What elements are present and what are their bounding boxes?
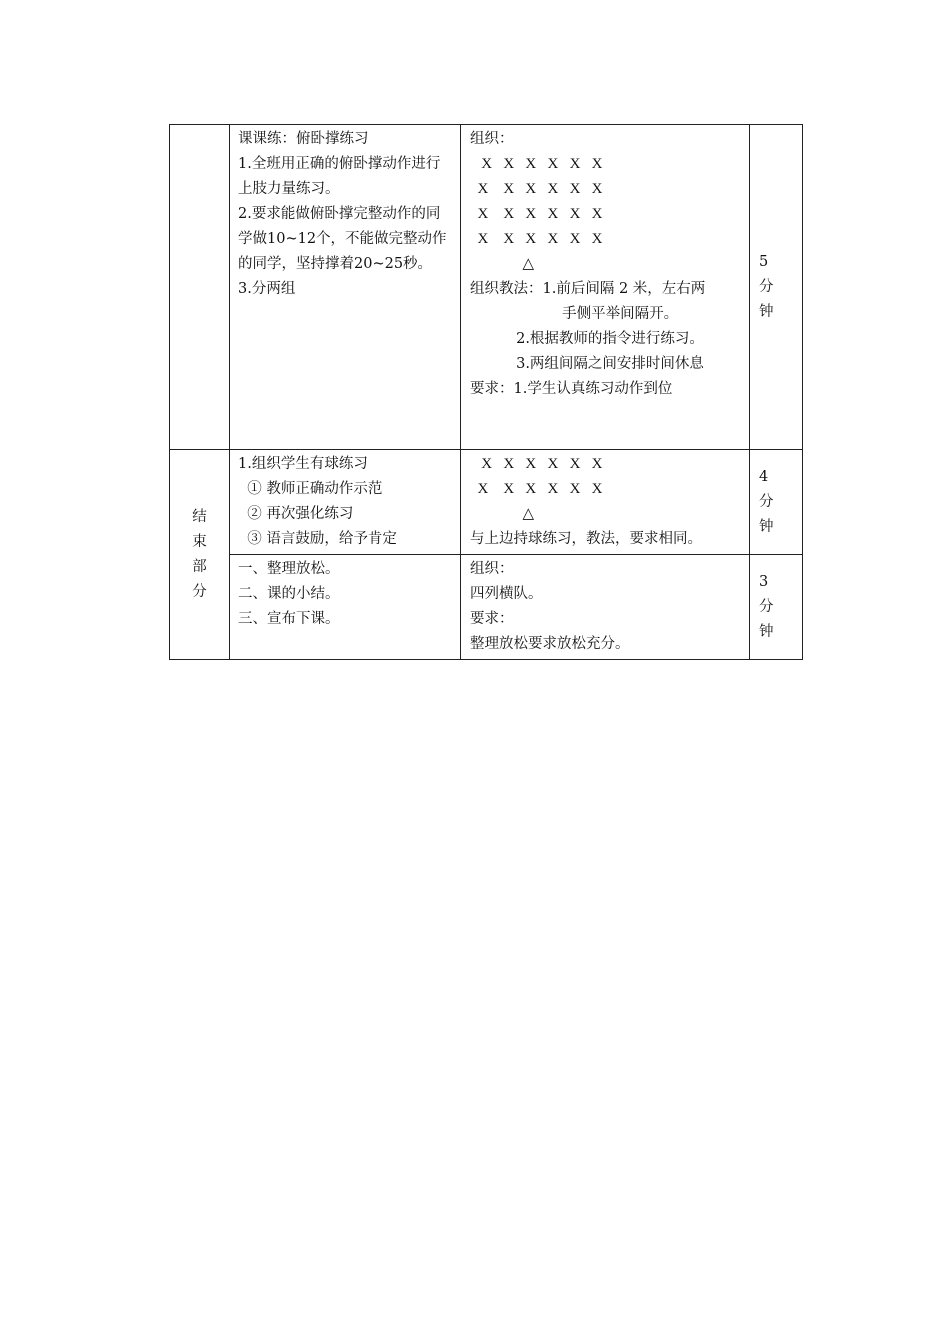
- time-value: 3: [759, 573, 769, 590]
- content-line: ③ 语言鼓励，给予肯定: [238, 531, 397, 547]
- section-char: 结: [192, 508, 207, 525]
- content-line: ① 教师正确动作示范: [238, 481, 383, 497]
- time-unit: 钟: [759, 303, 774, 320]
- content-cell: [230, 450, 461, 555]
- content-line: 3.分两组: [238, 281, 296, 297]
- section-label-cell: [170, 450, 230, 660]
- content-line: 1.全班用正确的俯卧撑动作进行上肢力量练习。: [238, 156, 441, 197]
- section-char: 束: [192, 533, 207, 550]
- method-line: 组织教法：1.前后间隔 2 米，左右两: [470, 281, 706, 297]
- section-cell-empty: [170, 125, 230, 450]
- org-line: 四列横队。: [470, 586, 543, 602]
- time-value: 4: [759, 468, 769, 485]
- org-line: 组织：: [470, 561, 514, 577]
- time-unit: 分: [759, 278, 774, 295]
- method-line: 3.两组间隔之间安排时间休息: [470, 356, 704, 372]
- content-line: 二、课的小结。: [238, 586, 340, 602]
- content-line: 2.要求能做俯卧撑完整动作的同学做10~12个，不能做完整动作的同学，坚持撑着20~25秒。: [238, 206, 447, 272]
- organization-cell: [461, 450, 750, 555]
- formation-row: X X X X X X: [470, 456, 603, 472]
- formation-row: X X X X X X: [470, 181, 603, 197]
- table-row: [170, 125, 803, 450]
- content-line: 1.组织学生有球练习: [238, 456, 368, 472]
- lesson-plan-table: [169, 124, 803, 660]
- teacher-triangle: △: [470, 256, 535, 272]
- time-unit: 钟: [759, 518, 774, 535]
- table-row: [170, 450, 803, 555]
- method-line: 手侧平举间隔开。: [470, 306, 679, 322]
- org-line: 要求：: [470, 611, 514, 627]
- formation-row: X X X X X X: [470, 206, 603, 222]
- section-char: 分: [192, 583, 207, 600]
- time-cell: [750, 125, 803, 450]
- formation-row: X X X X X X: [470, 481, 603, 497]
- organization-cell: [461, 555, 750, 660]
- time-unit: 钟: [759, 623, 774, 640]
- organization-cell: [461, 125, 750, 450]
- table-row: [170, 555, 803, 660]
- requirement-line: 要求：1.学生认真练习动作到位: [470, 381, 673, 397]
- time-unit: 分: [759, 493, 774, 510]
- org-title: 组织：: [470, 131, 514, 147]
- time-cell: [750, 555, 803, 660]
- teacher-triangle: △: [470, 506, 535, 522]
- section-char: 部: [192, 558, 207, 575]
- content-cell: [230, 555, 461, 660]
- content-line: 课课练：俯卧撑练习: [238, 131, 369, 147]
- content-line: ② 再次强化练习: [238, 506, 354, 522]
- method-line: 2.根据教师的指令进行练习。: [470, 331, 704, 347]
- time-unit: 分: [759, 598, 774, 615]
- time-value: 5: [759, 253, 769, 270]
- time-cell: [750, 450, 803, 555]
- formation-row: X X X X X X: [470, 231, 603, 247]
- method-line: 与上边持球练习，教法，要求相同。: [470, 531, 702, 547]
- content-line: 一、整理放松。: [238, 561, 340, 577]
- org-line: 整理放松要求放松充分。: [470, 636, 630, 652]
- formation-row: X X X X X X: [470, 156, 603, 172]
- content-line: 三、宣布下课。: [238, 611, 340, 627]
- content-cell: [230, 125, 461, 450]
